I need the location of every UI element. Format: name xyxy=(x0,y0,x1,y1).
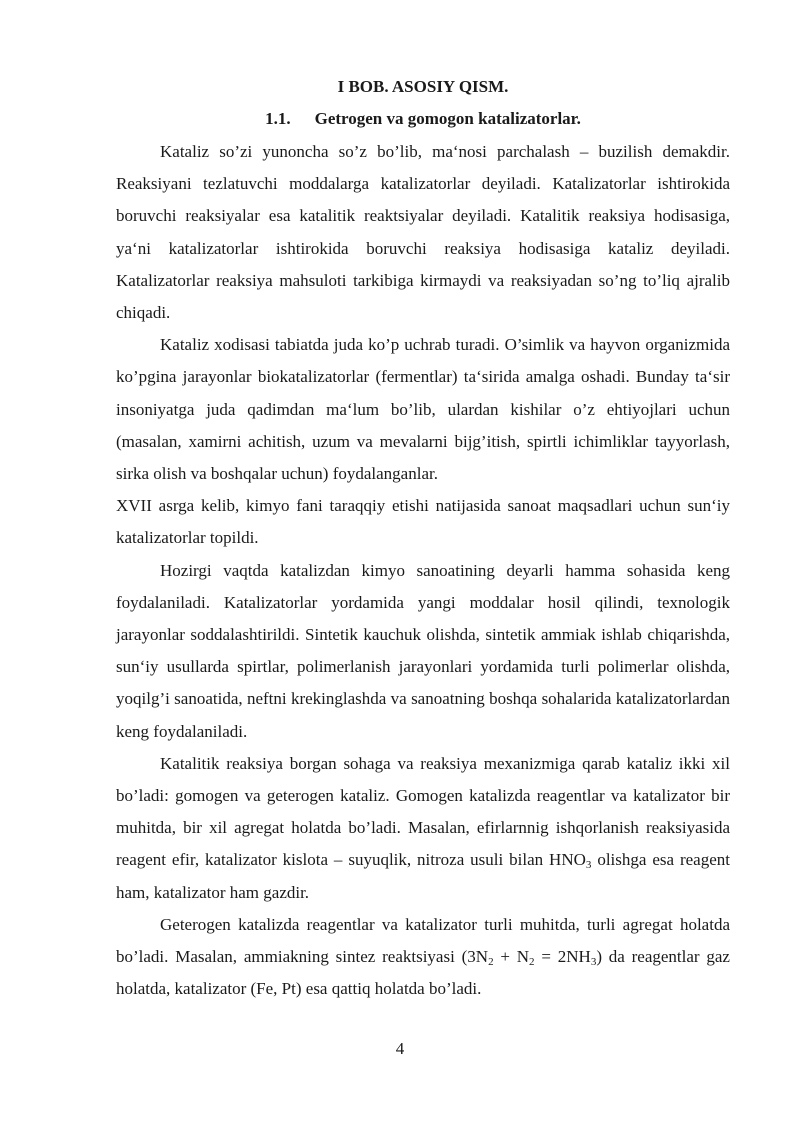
paragraph-1: Kataliz so’zi yunoncha so’z bo’lib, ma‘nosi parchalash – buzilish demakdir. Reaksiyani tezlatuvchi moddalarga katalizatorlar deyiladi. Katalizatorlar ishtirokida boruvchi reaksiyalar esa katalitik reaktsiyalar deyiladi. Katalitik reaksiya hodisasiga, ya‘ni katalizatorlar ishtirokida boruvchi reaksiya hodisasiga kataliz deyiladi. Katalizatorlar reaksiya mahsuloti tarkibiga kirmaydi va reaksiyadan so’ng to’liq ajralib chiqadi. xyxy=(116,142,730,323)
page-number: 4 xyxy=(395,1039,405,1058)
subscript-2b: 2 xyxy=(529,956,535,969)
document-page xyxy=(116,76,730,1005)
paragraph-5 xyxy=(116,748,730,909)
section-number: 1.1. xyxy=(265,109,291,128)
paragraph-5-text-a: Katalitik reaksiya borgan sohaga va reaksiya mexanizmiga qarab kataliz ikki xil bo’ladi: gomogen va geterogen kataliz. Gomogen katalizda reagentlar va katalizator bir muhitda, bir xil agregat holatda bo’ladi. Masalan, efirlarnnig ishqorlanish reaksiyasida reagent efir, katalizator kislota – suyuqlik, nitroza usuli bilan HNO xyxy=(116,753,730,870)
subscript-3b: 3 xyxy=(590,956,597,969)
section-title: Getrogen va gomogon katalizatorlar. xyxy=(314,109,581,128)
paragraph-3: XVII asrga kelib, kimyo fani taraqqiy etishi natijasida sanoat maqsadlari uchun sun‘iy katalizatorlar topildi. xyxy=(116,496,730,548)
chapter-title: I BOB. ASOSIY QISM. xyxy=(337,77,509,96)
paragraph-6-text-d: ) da reagentlar gaz holatda, katalizator (Fe, Pt) esa qattiq holatda bo’ladi. xyxy=(116,947,730,999)
section-heading xyxy=(116,108,730,130)
paragraph-6 xyxy=(116,909,730,1006)
paragraph-6-text-a: Geterogen katalizda reagentlar va katalizator turli muhitda, turli agregat holatda bo’ladi. Masalan, ammiakning sintez reaktsiyasi (3N xyxy=(116,914,730,967)
paragraph-6-text-c: = 2NH xyxy=(534,947,591,967)
paragraph-5-text-b: olishga esa reagent ham, katalizator ham gazdir. xyxy=(116,850,730,902)
paragraph-4: Hozirgi vaqtda katalizdan kimyo sanoatining deyarli hamma sohasida keng foydalaniladi. Katalizatorlar yordamida yangi moddalar hosil qilindi, texnologik jarayonlar soddalashtirildi. Sintetik kauchuk olishda, sintetik ammiak ishlab chiqarishda, sun‘iy usullarda spirtlar, polimerlanish jarayonlari yordamida turli polimerlar olishda, yoqilg’i sanoatida, neftni krekinglashda va sanoatning boshqa sohalarida katalizatorlardan keng foydalaniladi. xyxy=(116,560,730,741)
paragraph-6-text-b: + N xyxy=(493,947,530,967)
paragraph-2: Kataliz xodisasi tabiatda juda ko’p uchrab turadi. O’simlik va hayvon organizmida ko’pgina jarayonlar biokatalizatorlar (fermentlar) ta‘sirida amalga oshadi. Bunday ta‘sir insoniyatga juda qadimdan ma‘lum bo’lib, ulardan kishilar o’z ehtiyojlari uchun (masalan, xamirni achitish, uzum va mevalarni bijg’itish, spirtli ichimliklar tayyorlash, sirka olish va boshqalar uchun) foydalanganlar. xyxy=(116,335,730,484)
subscript-3: 3 xyxy=(585,859,592,872)
subscript-2a: 2 xyxy=(488,956,494,969)
